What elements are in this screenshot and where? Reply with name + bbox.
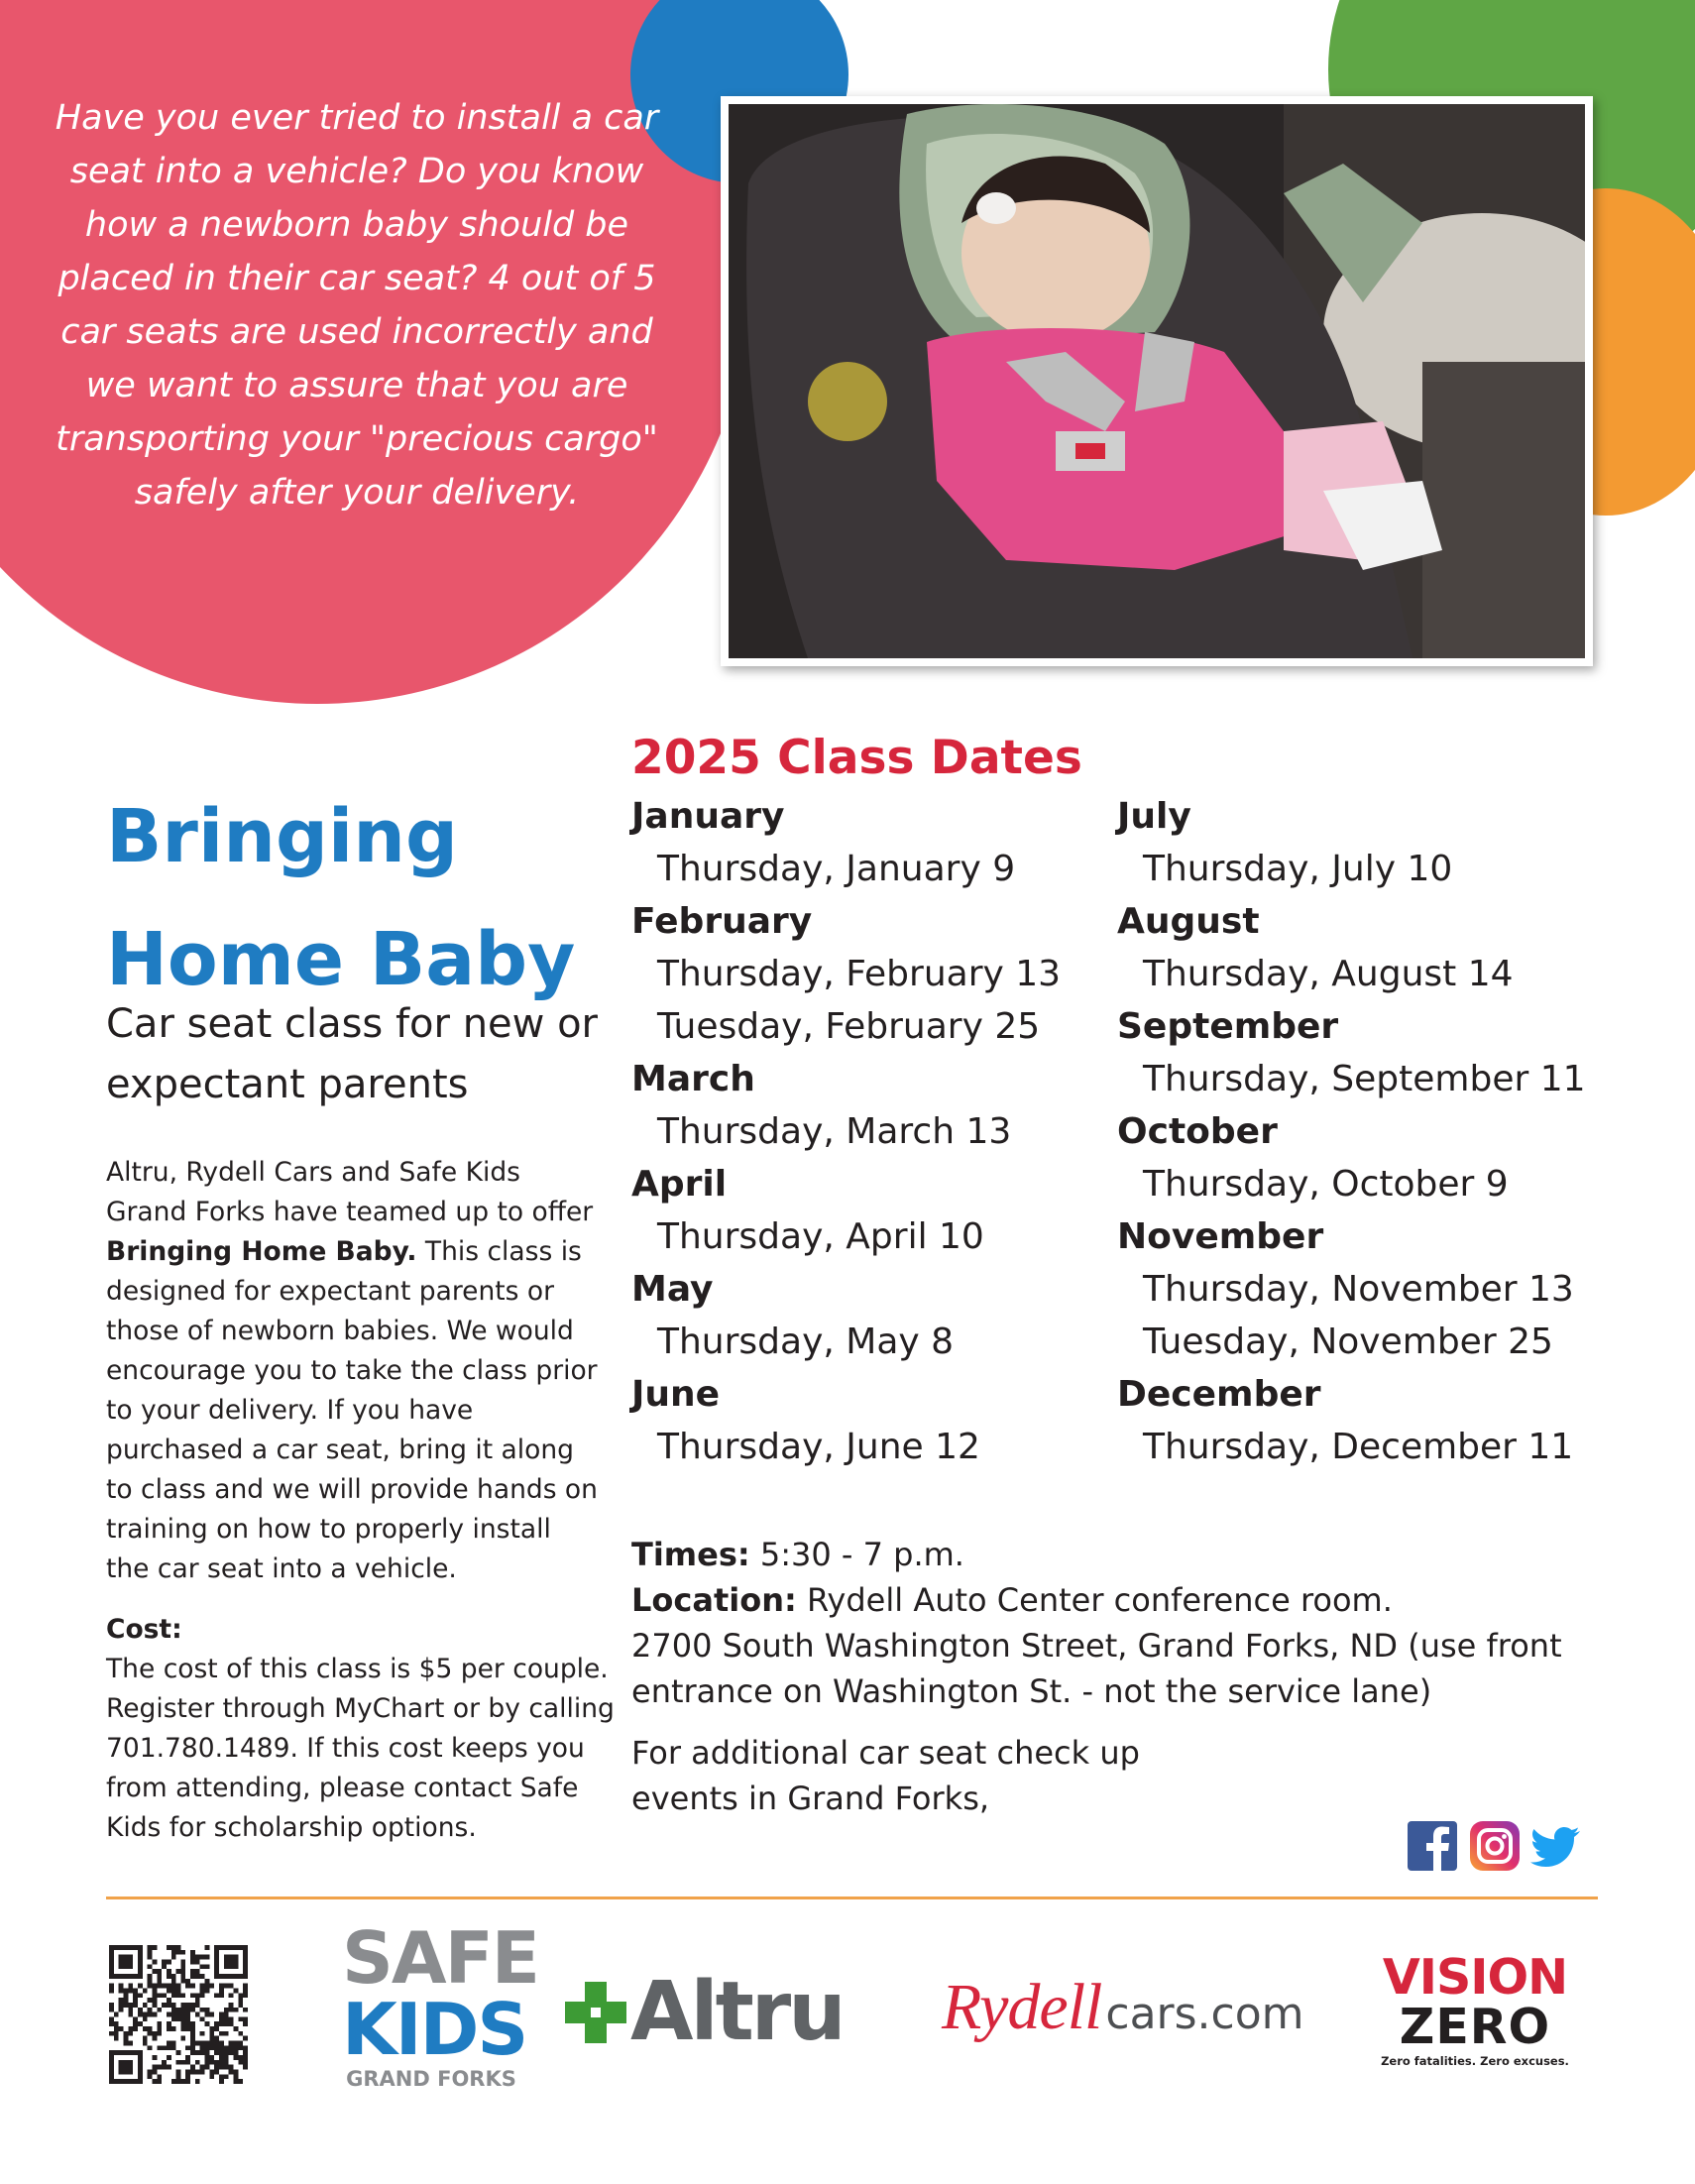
month-heading: July <box>1117 796 1191 837</box>
vision-zero-logo-line-1: VISION <box>1382 1949 1568 2006</box>
cost-section <box>106 1610 622 1848</box>
class-date: Thursday, September 11 <box>1143 1059 1586 1099</box>
class-date: Thursday, June 12 <box>657 1427 980 1467</box>
social-links <box>1406 1819 1584 1873</box>
month-heading: June <box>631 1374 721 1415</box>
checkup-events-text: For additional car seat check up events in Grand Forks, <box>631 1734 1140 1817</box>
footer-divider <box>106 1897 1598 1899</box>
altru-cross-icon <box>563 1980 628 2045</box>
description-bold: Bringing Home Baby. <box>106 1236 417 1267</box>
subtitle: Car seat class for new or expectant parents <box>106 1001 598 1107</box>
vision-zero-logo <box>1376 1949 1574 2070</box>
address: 2700 South Washington Street, Grand Forks, ND (use front entrance on Washington St. - not the service lane) <box>631 1627 1562 1710</box>
safe-kids-logo-line-3: GRAND FORKS <box>346 2067 516 2091</box>
class-date: Tuesday, February 25 <box>657 1006 1041 1047</box>
month-heading: April <box>631 1164 728 1205</box>
class-date: Thursday, April 10 <box>657 1216 984 1257</box>
qr-code-icon[interactable] <box>109 1945 248 2084</box>
description-paragraph <box>106 1153 602 1589</box>
class-date: Thursday, October 9 <box>1143 1164 1509 1205</box>
times-label: Times: <box>631 1536 750 1573</box>
title-line-1: Bringing <box>106 794 458 879</box>
times-line <box>631 1532 1583 1577</box>
month-heading: October <box>1117 1111 1278 1152</box>
baby-car-seat-photo <box>721 96 1593 666</box>
location-label: Location: <box>631 1581 797 1619</box>
month-heading: March <box>631 1059 755 1099</box>
title-line-2: Home Baby <box>106 917 576 1002</box>
month-heading: December <box>1117 1374 1321 1415</box>
rydell-logo-suffix: cars.com <box>1105 1989 1304 2039</box>
safe-kids-logo <box>342 1916 538 2092</box>
altru-logo <box>563 1965 844 2059</box>
class-info <box>631 1532 1583 1821</box>
rydell-logo-text: Rydell <box>942 1971 1102 2043</box>
description-part-2: This class is designed for expectant parents or those of newborn babies. We would encourage you to take the class prior to your delivery. If you have purchased a car seat, bring it along to class and we will provide hands on training on how to properly install the car seat into a vehicle. <box>106 1236 598 1584</box>
class-date: Thursday, February 13 <box>657 954 1062 994</box>
cost-heading: Cost: <box>106 1614 182 1645</box>
class-date: Thursday, July 10 <box>1143 849 1453 889</box>
month-heading: August <box>1117 901 1260 942</box>
instagram-icon[interactable] <box>1468 1819 1522 1873</box>
times-value: 5:30 - 7 p.m. <box>749 1536 964 1573</box>
cost-text: The cost of this class is $5 per couple. Register through MyChart or by calling 701.780.1489. If this cost keeps you from attending, please contact Safe Kids for scholarship options. <box>106 1654 615 1843</box>
facebook-icon[interactable] <box>1406 1819 1459 1873</box>
safe-kids-logo-line-1: SAFE <box>342 1916 538 2000</box>
month-heading: May <box>631 1269 714 1310</box>
dates-column-left <box>631 790 1107 1473</box>
intro-text: Have you ever tried to install a car seat into a vehicle? Do you know how a newborn baby should be placed in their car seat? 4 out of 5 car seats are used incorrectly and we want to assure that you are transporting your "precious cargo" safely after your delivery. <box>55 98 659 513</box>
baby-car-seat-photo-image <box>729 104 1585 658</box>
rydell-logo <box>942 1968 1304 2047</box>
twitter-icon[interactable] <box>1530 1819 1584 1873</box>
location-value: Rydell Auto Center conference room. <box>796 1581 1393 1619</box>
description-part-1: Altru, Rydell Cars and Safe Kids Grand Forks have teamed up to offer <box>106 1157 594 1227</box>
safe-kids-logo-line-2: KIDS <box>342 1988 527 2071</box>
class-date: Thursday, December 11 <box>1143 1427 1574 1467</box>
month-heading: February <box>631 901 813 942</box>
class-date: Thursday, May 8 <box>657 1322 955 1362</box>
location-line <box>631 1577 1583 1623</box>
class-date: Thursday, January 9 <box>657 849 1016 889</box>
vision-zero-logo-line-2: ZERO <box>1399 1999 1551 2055</box>
class-date: Thursday, August 14 <box>1143 954 1514 994</box>
altru-logo-text: Altru <box>630 1965 844 2059</box>
class-date: Tuesday, November 25 <box>1143 1322 1553 1362</box>
class-date: Thursday, November 13 <box>1143 1269 1574 1310</box>
vision-zero-tagline: Zero fatalities. Zero excuses. <box>1381 2054 1569 2068</box>
page-title <box>106 775 622 1021</box>
class-date: Thursday, March 13 <box>657 1111 1012 1152</box>
month-heading: November <box>1117 1216 1324 1257</box>
dates-column-right <box>1117 790 1593 1473</box>
month-heading: September <box>1117 1006 1339 1047</box>
class-dates-heading: 2025 Class Dates <box>631 731 1082 785</box>
month-heading: January <box>631 796 785 837</box>
